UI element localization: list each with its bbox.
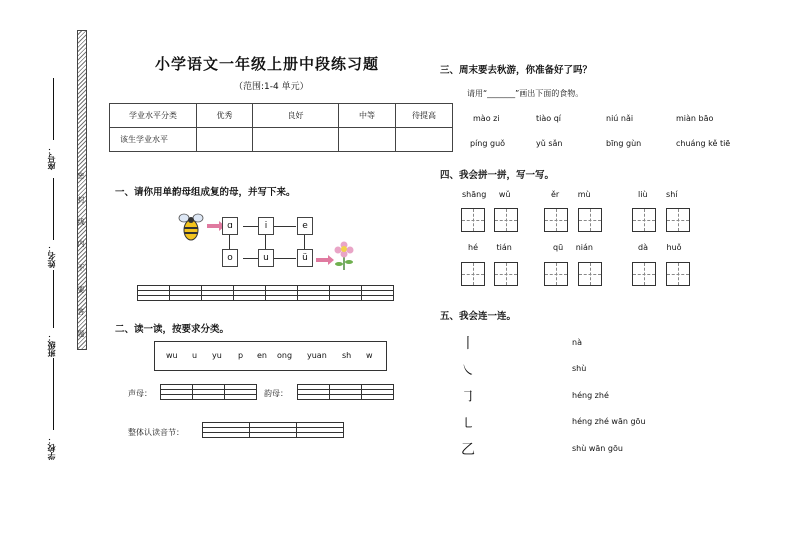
arrow-right-icon xyxy=(207,224,219,228)
whole-label: 整体认读音节： xyxy=(128,428,184,437)
binding-strip xyxy=(77,30,87,350)
syllable: en xyxy=(257,351,267,360)
tianzige-box[interactable] xyxy=(578,208,602,232)
pinyin-prompt: hé tián xyxy=(468,243,512,252)
stroke-name[interactable]: shù wān gōu xyxy=(572,444,623,453)
bee-icon xyxy=(178,208,204,244)
writing-grid[interactable] xyxy=(137,285,394,301)
pinyin-word[interactable]: niú nǎi xyxy=(606,114,634,123)
table-header: 优秀 xyxy=(197,104,253,128)
seal-char: 线 xyxy=(77,218,85,226)
seat-line[interactable] xyxy=(53,78,54,140)
syllable: ong xyxy=(277,351,293,360)
flower-icon xyxy=(333,240,355,270)
table-row xyxy=(110,104,453,128)
answer-cell[interactable] xyxy=(339,128,396,152)
pinyin-word[interactable]: bīng gùn xyxy=(606,139,642,148)
school-label: 学校： xyxy=(47,436,56,460)
row-label: 该生学业水平 xyxy=(110,128,197,152)
answer-cell[interactable] xyxy=(396,128,453,152)
class-label: 班级： xyxy=(47,333,56,357)
table-row xyxy=(110,128,453,152)
tianzige-box[interactable] xyxy=(461,262,485,286)
pinyin-prompt: liù shí xyxy=(638,190,678,199)
syllable: p xyxy=(238,351,244,360)
pinyin-word[interactable]: miàn bāo xyxy=(676,114,714,123)
connector-line xyxy=(265,235,266,249)
tianzige-box[interactable] xyxy=(666,208,690,232)
answer-cell[interactable] xyxy=(197,128,253,152)
section3-instruction: 请用“_______”画出下面的食物。 xyxy=(467,89,584,98)
seal-char: 不 xyxy=(77,264,85,272)
connector-line xyxy=(229,235,230,249)
finals-label: 韵母： xyxy=(264,389,288,398)
section4-heading: 四、我会拼一拼，写一写。 xyxy=(440,170,555,181)
pinyin-prompt: qū nián xyxy=(553,243,593,252)
table-header: 学业水平分类 xyxy=(110,104,197,128)
letter-box: ɑ xyxy=(222,217,238,235)
tianzige-box[interactable] xyxy=(666,262,690,286)
class-line[interactable] xyxy=(53,270,54,328)
tianzige-box[interactable] xyxy=(494,208,518,232)
letter-box: o xyxy=(222,249,238,267)
tianzige-box[interactable] xyxy=(632,262,656,286)
stroke-name[interactable]: héng zhé xyxy=(572,391,609,400)
pinyin-word[interactable]: chuáng kě tiē xyxy=(676,139,731,148)
seal-char: 题 xyxy=(77,330,85,338)
letter-box: i xyxy=(258,217,274,235)
seal-char: 封 xyxy=(77,196,85,204)
name-line[interactable] xyxy=(53,178,54,240)
pinyin-prompt: ěr mù xyxy=(551,190,591,199)
tianzige-box[interactable] xyxy=(544,262,568,286)
seal-char: 答 xyxy=(77,308,85,316)
syllable: yuan xyxy=(307,351,327,360)
stroke-shape[interactable]: ㇄ xyxy=(461,416,475,432)
syllable: yu xyxy=(212,351,222,360)
pinyin-word[interactable]: píng guǒ xyxy=(470,139,506,148)
seal-char: 要 xyxy=(77,286,85,294)
section3-heading: 三、周末要去秋游，你准备好了吗？ xyxy=(440,65,593,76)
syllable: u xyxy=(192,351,198,360)
arrow-right-icon xyxy=(316,258,328,262)
section5-heading: 五、我会连一连。 xyxy=(440,311,517,322)
syllable-box xyxy=(154,341,387,371)
tianzige-box[interactable] xyxy=(578,262,602,286)
letter-box: e xyxy=(297,217,313,235)
syllable: w xyxy=(366,351,373,360)
seat-label: 座号： xyxy=(47,146,56,170)
table-header: 中等 xyxy=(339,104,396,128)
letter-box: u xyxy=(258,249,274,267)
section2-heading: 二、读一读，按要求分类。 xyxy=(115,324,230,335)
stroke-name[interactable]: shù xyxy=(572,364,587,373)
syllable: wu xyxy=(166,351,178,360)
level-table xyxy=(109,103,453,152)
stroke-name[interactable]: héng zhé wān gōu xyxy=(572,417,646,426)
stroke-name[interactable]: nà xyxy=(572,338,582,347)
finals-grid[interactable] xyxy=(297,384,394,400)
tianzige-box[interactable] xyxy=(461,208,485,232)
syllable: sh xyxy=(342,351,352,360)
seal-char: 内 xyxy=(77,240,85,248)
seal-char: 密 xyxy=(77,172,85,180)
table-header: 良好 xyxy=(253,104,339,128)
pinyin-prompt: shāng wǔ xyxy=(462,190,511,199)
pinyin-prompt: dà huǒ xyxy=(638,243,682,252)
page-subtitle: （范围:1-4 单元） xyxy=(234,82,309,92)
pinyin-word[interactable]: mào zi xyxy=(473,114,500,123)
name-label: 姓名： xyxy=(47,244,56,268)
tianzige-box[interactable] xyxy=(494,262,518,286)
initials-label: 声母： xyxy=(128,389,152,398)
initials-grid[interactable] xyxy=(160,384,257,400)
stroke-shape[interactable]: 乙 xyxy=(461,442,475,458)
table-header: 待提高 xyxy=(396,104,453,128)
pinyin-word[interactable]: yǔ sǎn xyxy=(536,139,563,148)
letter-box: ü xyxy=(297,249,313,267)
answer-cell[interactable] xyxy=(253,128,339,152)
tianzige-box[interactable] xyxy=(544,208,568,232)
pinyin-word[interactable]: tiào qí xyxy=(536,114,561,123)
stroke-shape[interactable]: ㇆ xyxy=(461,389,475,405)
section1-heading: 一、请你用单韵母组成复的母，并写下来。 xyxy=(115,187,296,198)
school-line[interactable] xyxy=(53,358,54,430)
whole-grid[interactable] xyxy=(202,422,344,438)
connector-line xyxy=(304,235,305,249)
stroke-shape[interactable]: ㇏ xyxy=(461,363,475,379)
tianzige-box[interactable] xyxy=(632,208,656,232)
stroke-shape[interactable]: 丨 xyxy=(461,336,475,352)
page-title: 小学语文一年级上册中段练习题 xyxy=(155,55,380,73)
